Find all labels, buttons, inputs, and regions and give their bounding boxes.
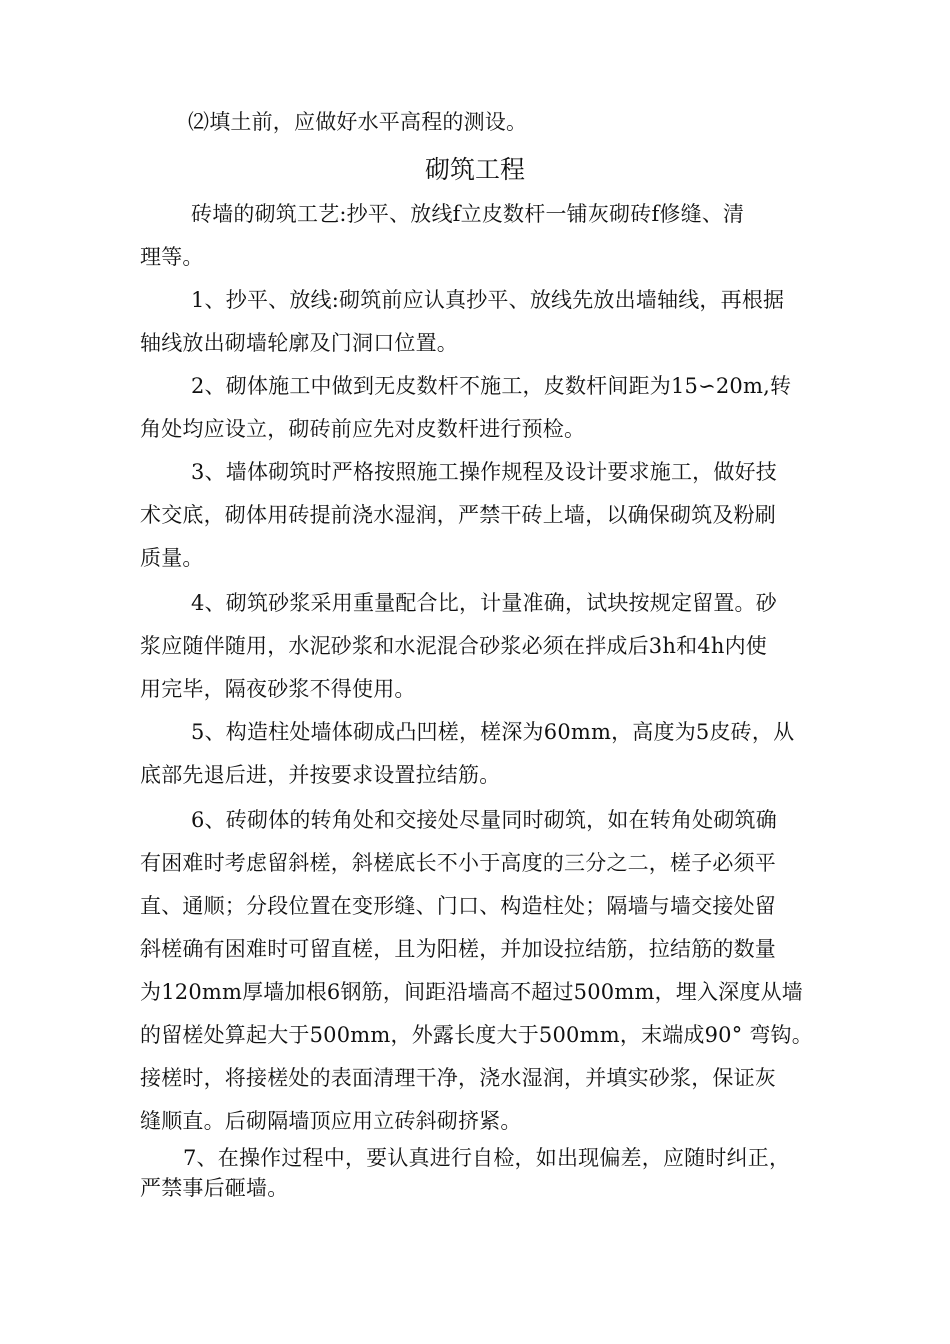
paragraph-line: 砖墙的砌筑工艺:抄平、放线f立皮数杆一铺灰砌砖f修缝、清: [191, 202, 745, 226]
paragraph-line: 轴线放出砌墙轮廓及门洞口位置。: [140, 331, 458, 355]
paragraph-line: 6、砖砌体的转角处和交接处尽量同时砌筑，如在转角处砌筑确: [191, 808, 777, 832]
paragraph-line: 的留槎处算起大于500mm，外露长度大于500mm，末端成90° 弯钩。: [140, 1023, 813, 1047]
paragraph-line: 7、在操作过程中，要认真进行自检，如出现偏差，应随时纠正，: [183, 1146, 791, 1170]
paragraph-line: 4、砌筑砂浆采用重量配合比，计量准确，试块按规定留置。砂: [191, 591, 777, 615]
paragraph-line: 斜槎确有困难时可留直槎，且为阳槎，并加设拉结筋，拉结筋的数量: [140, 937, 776, 961]
paragraph-line: 严禁事后砸墙。: [140, 1176, 289, 1200]
intro-line: ⑵填土前，应做好水平高程的测设。: [188, 110, 528, 134]
paragraph-line: 用完毕，隔夜砂浆不得使用。: [140, 677, 416, 701]
paragraph-line: 缝顺直。后砌隔墙顶应用立砖斜砌挤紧。: [140, 1109, 522, 1133]
paragraph-line: 3、墙体砌筑时严格按照施工操作规程及设计要求施工，做好技: [191, 460, 777, 484]
paragraph-line: 直、通顺；分段位置在变形缝、门口、构造柱处；隔墙与墙交接处留: [140, 894, 776, 918]
paragraph-line: 为120mm厚墙加根6钢筋，间距沿墙高不超过500mm，埋入深度从墙: [140, 980, 803, 1004]
paragraph-line: 有困难时考虑留斜槎，斜槎底长不小于高度的三分之二，槎子必须平: [140, 851, 776, 875]
paragraph-line: 浆应随伴随用，水泥砂浆和水泥混合砂浆必须在拌成后3h和4h内使: [140, 634, 767, 658]
paragraph-line: 1、抄平、放线:砌筑前应认真抄平、放线先放出墙轴线，再根据: [191, 288, 785, 312]
paragraph-line: 角处均应设立，砌砖前应先对皮数杆进行预检。: [140, 417, 586, 441]
paragraph-line: 质量。: [140, 546, 204, 570]
section-title: 砌筑工程: [424, 155, 525, 184]
paragraph-line: 术交底，砌体用砖提前浇水湿润，严禁干砖上墙，以确保砌筑及粉刷: [140, 503, 776, 527]
paragraph-line: 2、砌体施工中做到无皮数杆不施工，皮数杆间距为15∽20m,转: [191, 374, 792, 398]
paragraph-line: 接槎时，将接槎处的表面清理干净，浇水湿润，并填实砂浆，保证灰: [140, 1066, 776, 1090]
paragraph-line: 5、构造柱处墙体砌成凸凹槎，槎深为60mm，高度为5皮砖，从: [191, 720, 795, 744]
paragraph-line: 底部先退后进，并按要求设置拉结筋。: [140, 763, 501, 787]
paragraph-line: 理等。: [140, 245, 204, 269]
